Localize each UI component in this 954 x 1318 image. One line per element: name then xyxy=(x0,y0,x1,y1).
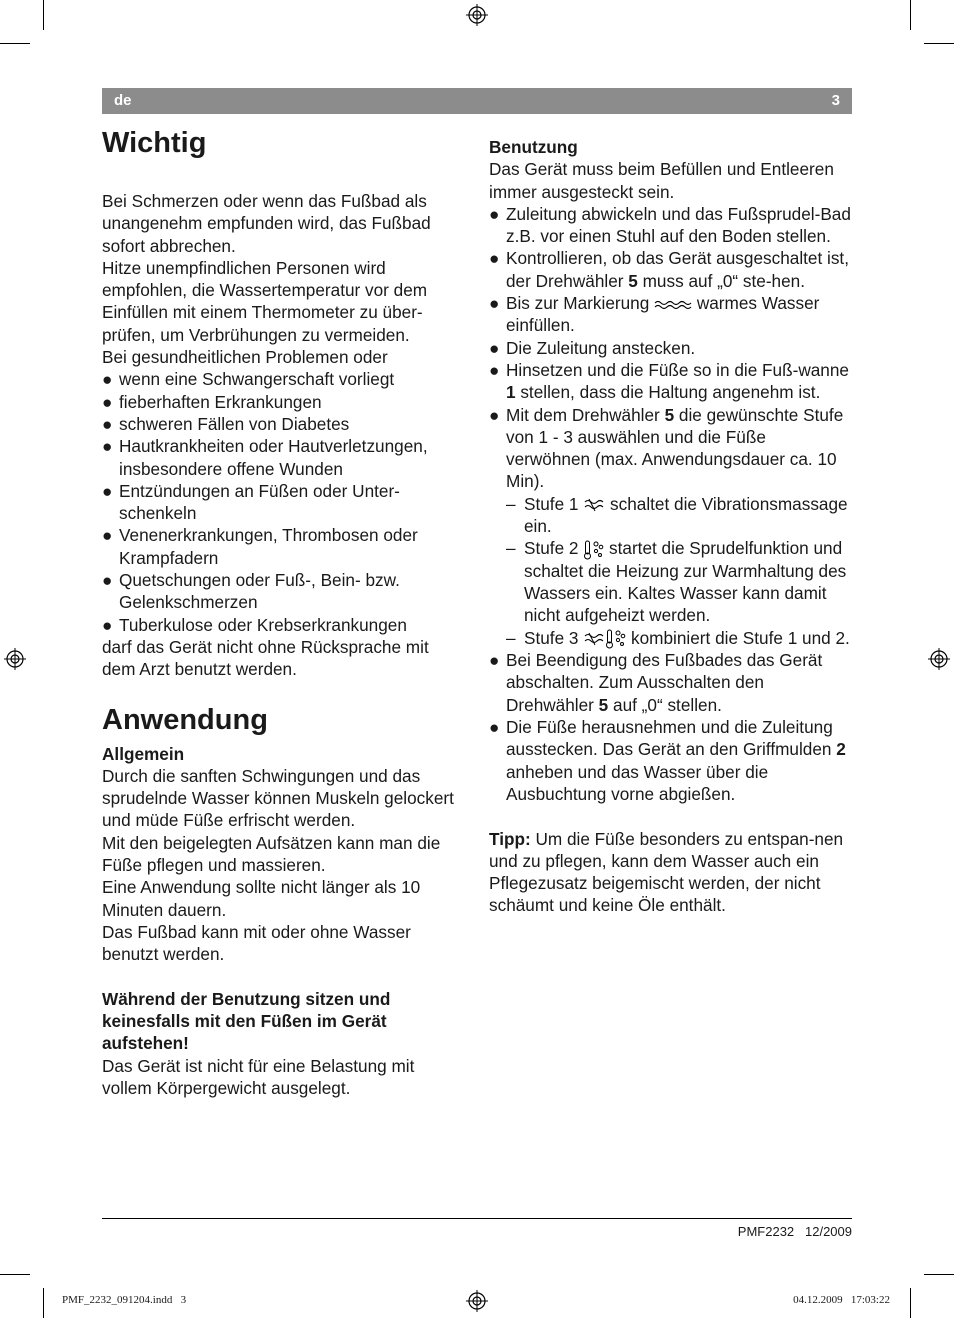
crop-mark xyxy=(0,43,30,44)
crop-mark xyxy=(0,1274,30,1275)
finish-steps-list xyxy=(489,649,854,805)
paragraph: Das Fußbad kann mit oder ohne Wasser benutzt werden. xyxy=(102,921,411,965)
paragraph: darf das Gerät nicht ohne Rücksprache mit dem Arzt benutzt werden. xyxy=(102,636,429,680)
warning-bold: Während der Benutzung sitzen und keinesfalls mit den Füßen im Gerät aufstehen! xyxy=(102,988,391,1054)
heater-icon xyxy=(605,629,614,649)
paragraph: Bei gesundheitlichen Problemen oder xyxy=(102,347,388,368)
print-slug-right: 04.12.2009 17:03:22 xyxy=(793,1294,890,1306)
list-item: ● Quetschungen oder Fuß-, Bein- bzw. Gelenkschmerzen xyxy=(102,570,400,613)
registration-mark-icon xyxy=(466,4,488,26)
print-slug-left: PMF_2232_091204.indd 3 xyxy=(62,1294,187,1306)
contraindication-list xyxy=(102,368,464,636)
crop-mark xyxy=(910,0,911,30)
registration-mark-icon xyxy=(4,648,26,670)
list-item: ● Die Füße herausnehmen und die Zuleitung ausstecken. Das Gerät an den Griffmulden 2 anheben und das Wasser über die Ausbuchtung vorne abgießen. xyxy=(489,717,846,804)
list-item: ● wenn eine Schwangerschaft vorliegt xyxy=(102,369,395,390)
list-item: ● Mit dem Drehwähler 5 die gewünschte Stufe von 1 - 3 auswählen und die Füße verwöhnen (max. Anwendungsdauer ca. 10 Min). xyxy=(489,404,844,492)
list-item: ● Tuberkulose oder Krebserkrankungen xyxy=(102,614,407,635)
list-item: – Stufe 1 schaltet die Vibrationsmassage ein. xyxy=(506,493,848,537)
model-and-date: PMF2232 12/2009 xyxy=(737,1224,852,1239)
section-title-anwendung: Anwendung xyxy=(102,703,268,736)
registration-mark-icon xyxy=(928,648,950,670)
list-item: ● Entzündungen an Füßen oder Unter-schenkeln xyxy=(102,480,400,524)
list-item: ● schweren Fällen von Diabetes xyxy=(102,413,350,434)
list-item: – Stufe 2 startet die Sprudelfunktion und schaltet die Heizung zur Warmhaltung des Wassers ein. Kaltes Wasser kann damit nicht aufgeheizt werden. xyxy=(506,538,847,626)
crop-mark xyxy=(43,0,44,30)
list-item: ● fieberhaften Erkrankungen xyxy=(102,391,322,412)
tip-paragraph: Tipp: Um die Füße besonders zu entspan-nen und zu pflegen, kann dem Wasser auch ein Pflegezusatz beigemischt werden, der nicht schäumt und keine Öle enthält. xyxy=(489,828,844,916)
paragraph: Das Gerät ist nicht für eine Belastung mit vollem Körpergewicht ausgelegt. xyxy=(102,1055,415,1098)
crop-mark xyxy=(924,1274,954,1275)
page-number: 3 xyxy=(831,92,840,109)
registration-mark-icon xyxy=(466,1290,488,1312)
list-item: – Stufe 3 kombiniert die Stufe 1 und 2. xyxy=(506,627,850,648)
footer-rule xyxy=(102,1218,852,1219)
list-item: ● Zuleitung abwickeln und das Fußsprudel-Bad z.B. vor einen Stuhl auf den Boden stellen. xyxy=(489,203,851,247)
vibration-icon xyxy=(583,497,605,513)
list-item: ● Bei Beendigung des Fußbades das Gerät abschalten. Zum Ausschalten den Drehwähler 5 auf „0“ stellen. xyxy=(489,650,823,715)
language-code: de xyxy=(114,92,132,109)
header-bar xyxy=(102,88,852,114)
usage-steps-list xyxy=(489,203,854,493)
wave-mark-icon xyxy=(654,299,692,311)
crop-mark xyxy=(43,1288,44,1318)
subheading-allgemein: Allgemein xyxy=(102,743,185,764)
paragraph: Mit den beigelegten Aufsätzen kann man die Füße pflegen und massieren. xyxy=(102,832,441,876)
heater-icon xyxy=(583,540,592,560)
right-column xyxy=(489,136,854,917)
paragraph: Bei Schmerzen oder wenn das Fußbad als unangenehm empfunden wird, das Fußbad sofort abbrechen. xyxy=(102,191,431,256)
left-column xyxy=(102,126,464,1099)
tip-label: Tipp: xyxy=(489,828,531,849)
vibration-icon xyxy=(583,631,605,647)
paragraph: Hitze unempfindlichen Personen wird empfohlen, die Wassertemperatur vor dem Einfüllen mit einem Thermometer zu über-prüfen, um Verbrühungen zu vermeiden. xyxy=(102,257,428,345)
paragraph: Das Gerät muss beim Befüllen und Entleeren immer ausgesteckt sein. xyxy=(489,159,834,202)
paragraph: Durch die sanften Schwingungen und das sprudelnde Wasser können Muskeln gelockert und müde Füße erfrischt werden. xyxy=(102,765,454,831)
subheading-benutzung: Benutzung xyxy=(489,137,578,157)
list-item: ● Hinsetzen und die Füße so in die Fuß-wanne 1 stellen, dass die Haltung angenehm ist. xyxy=(489,359,849,403)
list-item: ● Hautkrankheiten oder Hautverletzungen, insbesondere offene Wunden xyxy=(102,436,428,479)
crop-mark xyxy=(924,43,954,44)
level-list xyxy=(506,493,854,649)
section-title-wichtig: Wichtig xyxy=(102,127,207,159)
crop-mark xyxy=(910,1288,911,1318)
paragraph: Eine Anwendung sollte nicht länger als 10 Minuten dauern. xyxy=(102,877,421,920)
list-item: ● Die Zuleitung anstecken. xyxy=(489,337,696,358)
list-item: ● Venenerkrankungen, Thrombosen oder Krampfadern xyxy=(102,525,418,568)
list-item: ● Bis zur Markierung warmes Wasser einfüllen. xyxy=(489,293,820,336)
bubbles-icon xyxy=(614,630,626,648)
bubbles-icon xyxy=(592,541,604,559)
list-item: ● Kontrollieren, ob das Gerät ausgeschaltet ist, der Drehwähler 5 muss auf „0“ ste-hen. xyxy=(489,248,849,291)
